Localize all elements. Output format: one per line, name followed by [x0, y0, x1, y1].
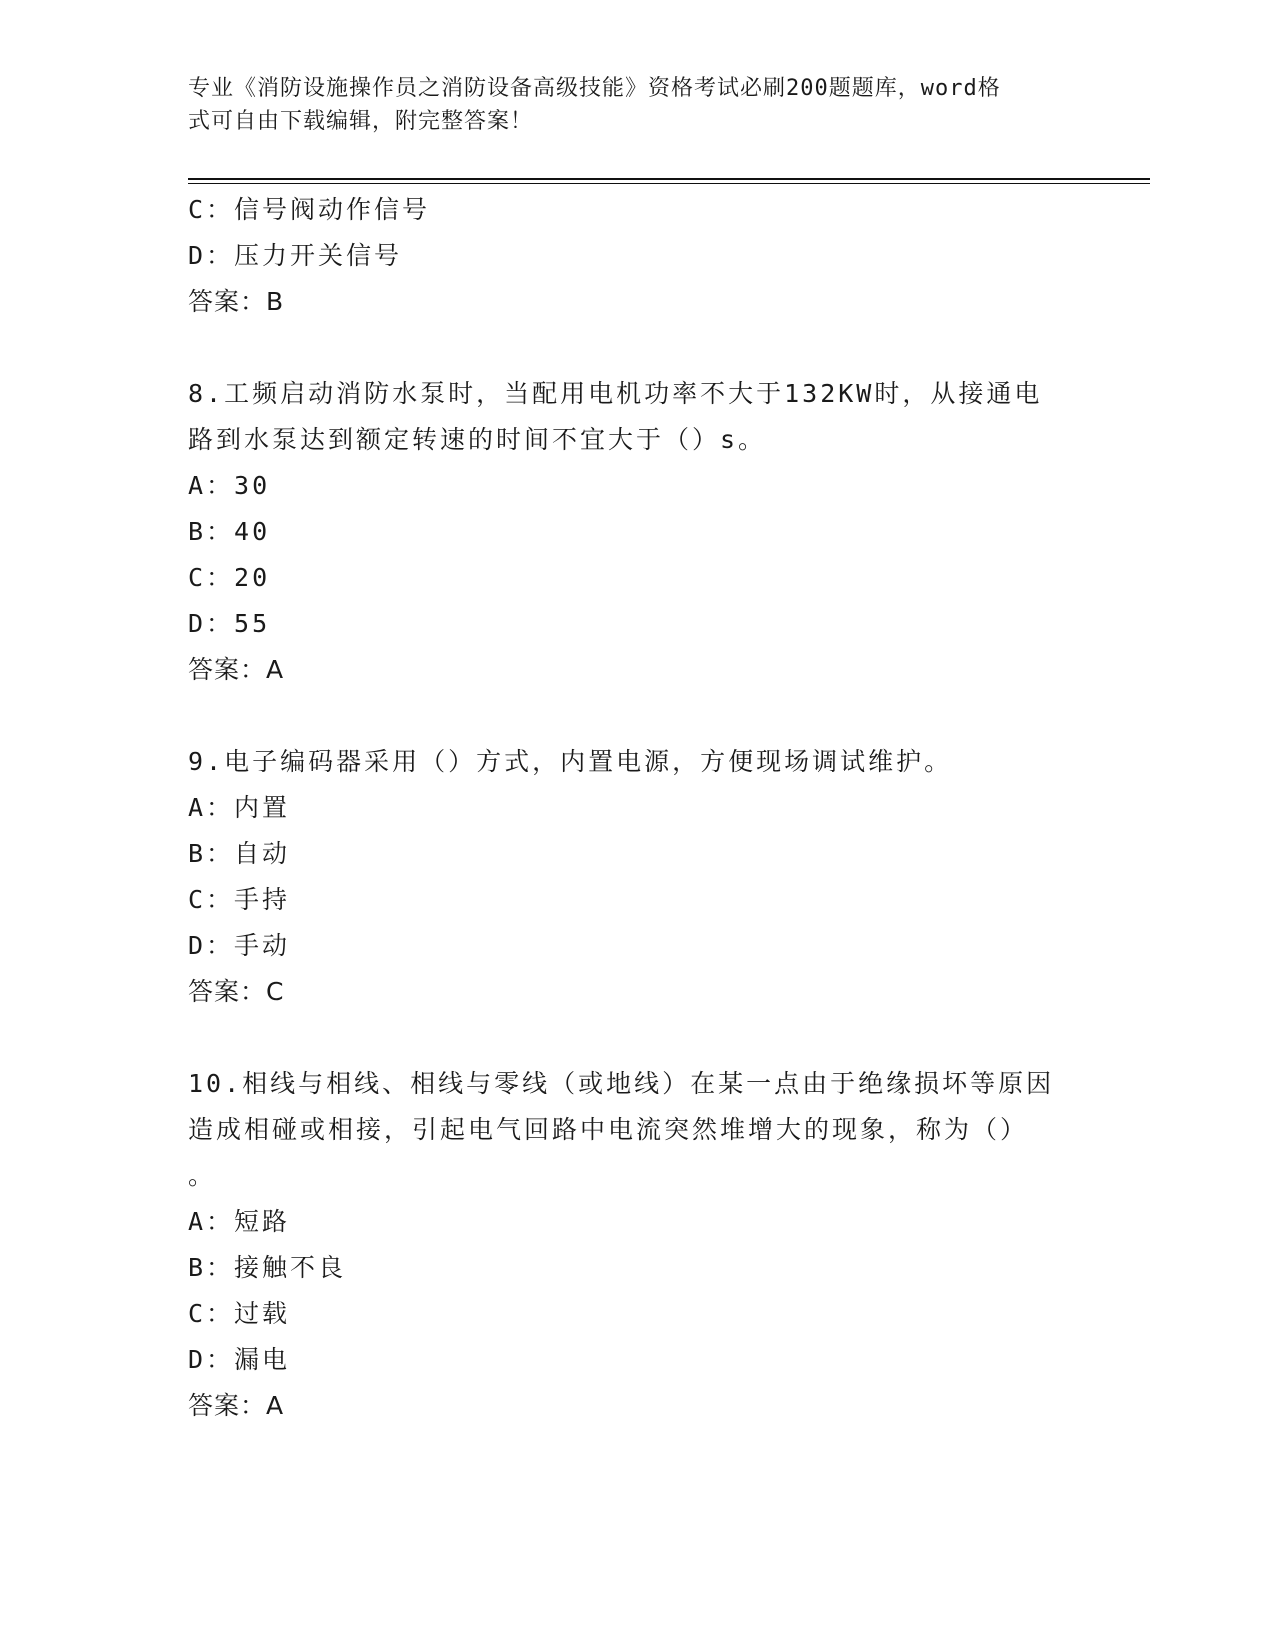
question-stem-line: 9.电子编码器采用（）方式，内置电源，方便现场调试维护。 [188, 747, 953, 776]
question-9 [188, 739, 1088, 1015]
header-rule-thin [188, 183, 1150, 184]
option-b: B：接触不良 [188, 1253, 347, 1282]
question-stem-line: 。 [188, 1161, 217, 1190]
question-content [188, 187, 1088, 1429]
question-8 [188, 371, 1088, 693]
question-stem-line: 造成相碰或相接，引起电气回路中电流突然堆增大的现象，称为（） [188, 1115, 1029, 1144]
option-a: A：30 [188, 471, 271, 500]
header-line-1: 专业《消防设施操作员之消防设备高级技能》资格考试必刷200题题库，word格 [188, 76, 1001, 101]
spacer [188, 325, 1088, 371]
answer-line: 答案：B [188, 287, 285, 316]
option-a: A：短路 [188, 1207, 291, 1236]
spacer [188, 1015, 1088, 1061]
option-d: D：55 [188, 609, 271, 638]
question-stem-line: 10.相线与相线、相线与零线（或地线）在某一点由于绝缘损坏等原因 [188, 1069, 1055, 1098]
option-c: C：手持 [188, 885, 291, 914]
option-b: B：自动 [188, 839, 291, 868]
spacer [188, 693, 1088, 739]
option-b: B：40 [188, 517, 271, 546]
option-d: D：压力开关信号 [188, 241, 403, 270]
header-rule-thick [188, 178, 1150, 180]
option-c: C：过载 [188, 1299, 291, 1328]
option-c: C：20 [188, 563, 271, 592]
header-line-2: 式可自由下载编辑，附完整答案！ [188, 109, 534, 134]
document-header [188, 72, 1068, 138]
answer-line: 答案：A [188, 655, 285, 684]
option-d: D：漏电 [188, 1345, 291, 1374]
question-stem-line: 路到水泵达到额定转速的时间不宜大于（）s。 [188, 425, 767, 454]
answer-line: 答案：A [188, 1391, 285, 1420]
option-c: C：信号阀动作信号 [188, 195, 431, 224]
option-d: D：手动 [188, 931, 291, 960]
question-stem-line: 8.工频启动消防水泵时，当配用电机功率不大于132KW时，从接通电 [188, 379, 1043, 408]
question-10 [188, 1061, 1088, 1429]
answer-line: 答案：C [188, 977, 285, 1006]
option-a: A：内置 [188, 793, 291, 822]
prev-question-block [188, 187, 1088, 325]
